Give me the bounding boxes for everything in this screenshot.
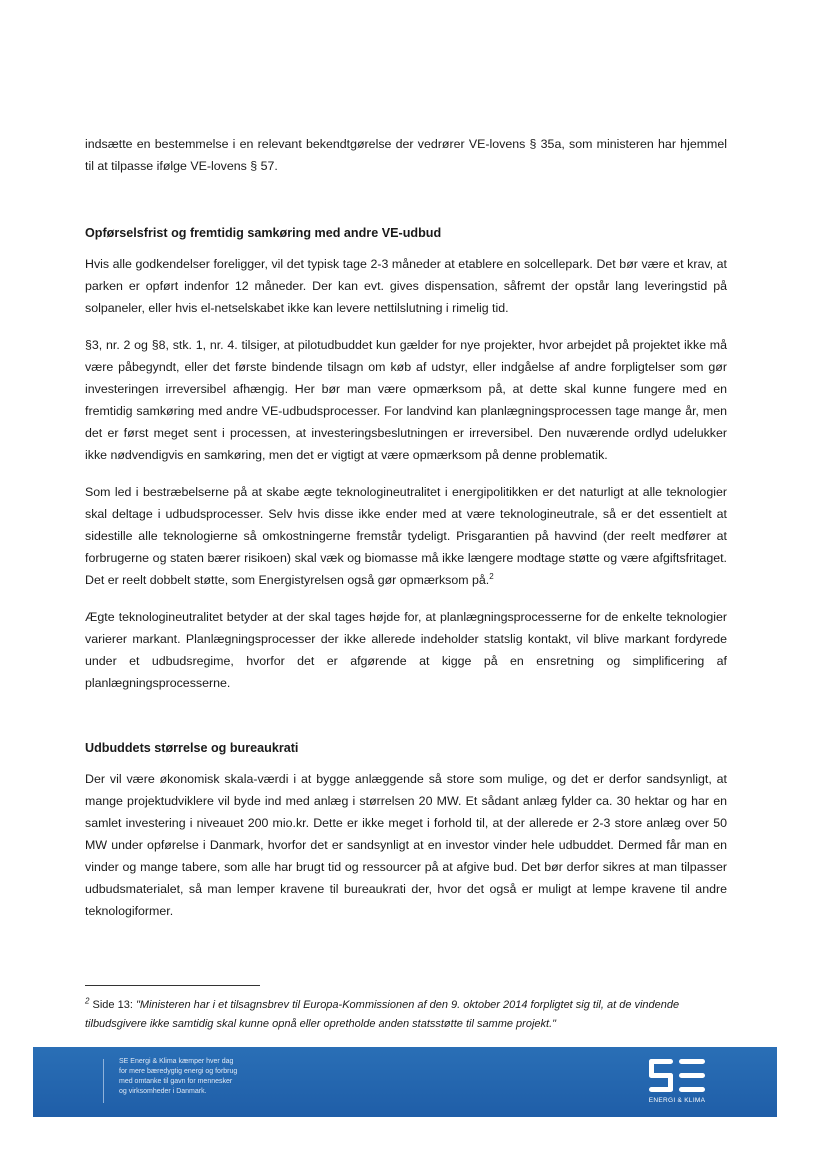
- paragraph: Hvis alle godkendelser foreligger, vil det typisk tage 2-3 måneder at etablere en solcellepark. Det bør være et krav, at parken er opført indenfor 12 måneder. Der kan evt. gives dispensation, såfremt der opstår lang leveringstid på solpaneler, eller hvis el-netselskabet ikke kan levere nettilslutning i rimelig tid.: [85, 257, 727, 315]
- paragraph-with-footnote: [85, 481, 727, 591]
- paragraph: Der vil være økonomisk skala-værdi i at bygge anlæggende så store som mulige, og det er derfor sandsynligt, at mange projektudviklere vil byde ind med anlæg i størrelsen 20 MW. Et sådant anlæg fylder ca. 30 hektar og har en samlet investering i niveauet 200 mio.kr. Dette er ikke meget i forhold til, at der allerede er 2-3 store anlæg over 50 MW under opførelse i Danmark, hvorfor det er sandsynligt at en investor vinder hele udbuddet. Dermed får man en vinder og mange tabere, som alle har brugt tid og ressourcer på at afgive bud. Det bør derfor sikres at man tilpasser udbudsmaterialet, så man lemper kravene til bureaukrati der, hvor det også er muligt at lempe kravene til andre teknologiformer.: [85, 772, 727, 918]
- tagline-line: og virksomheder i Danmark.: [119, 1088, 207, 1095]
- footnote-reference[interactable]: 2: [489, 571, 494, 581]
- section-heading-opfoerselsfrist: Opførselsfrist og fremtidig samkøring med andre VE-udbud: [85, 226, 442, 240]
- section-heading-udbuddets-stoerrelse: Udbuddets størrelse og bureaukrati: [85, 741, 299, 755]
- footnote-lead: Side 13:: [89, 999, 136, 1011]
- footer-divider: [103, 1059, 104, 1103]
- se-logo-icon: [647, 1057, 707, 1095]
- footnote-marker: 2: [85, 996, 90, 1006]
- footnote-divider: [85, 985, 260, 986]
- organization-name: ENERGI & KLIMA: [648, 1097, 706, 1104]
- se-logo: [641, 1053, 713, 1111]
- tagline-line: med omtanke til gavn for mennesker: [119, 1078, 233, 1085]
- body-text: [85, 133, 727, 937]
- paragraph-text: Som led i bestræbelserne på at skabe ægte teknologineutralitet i energipolitikken er det naturligt at alle teknologier skal deltage i udbudsprocesser. Selv hvis disse ikke ender med at være teknologineutrale, så er det essentielt at sidestille alle teknologierne så omkostningerne fremstår tydeligt. Prisgarantien på havvind (der reelt medfører at forbrugerne og staten bærer risikoen) skal væk og biomasse må ikke længere modtage støtte og være afgiftsfritaget. Det er reelt dobbelt støtte, som Energistyrelsen også gør opmærksom på.: [85, 485, 727, 587]
- paragraph: Ægte teknologineutralitet betyder at der skal tages højde for, at planlægningsprocesserne for de enkelte teknologier varierer markant. Planlægningsprocesser der ikke allerede indeholder statslig kontakt, vil blive markant fordyrede under et udbudsregime, hvorfor det er afgørende at kigge på en ensretning og simplificering af planlægningsprocesserne.: [85, 610, 727, 690]
- footer-band: [33, 1047, 777, 1117]
- paragraph: §3, nr. 2 og §8, stk. 1, nr. 4. tilsiger, at pilotudbuddet kun gælder for nye projekter, hvor arbejdet på projektet ikke må være påbegyndt, eller det første bindende tilsagn om køb af udstyr, eller indgåelse af andre forpligtelser som gør investeringen irreversibel afhængig. Her bør man være opmærksom på, at dette skal kunne fungere med en fremtidig samkøring med andre VE-udbudsprocesser. For landvind kan planlægningsprocessen tage mange år, men det er først meget sent i processen, at investeringsbeslutningen er irreversibel. Den nuværende ordlyd udelukker ikke nødvendigvis en samkøring, men det er vigtigt at være opmærksom på denne problematik.: [85, 338, 727, 462]
- footnote-text: "Ministeren har i et tilsagnsbrev til Europa-Kommissionen af den 9. oktober 2014 forpligtet sig til, at de vindende tilbudsgivere ikke samtidig skal kunne opnå eller opretholde anden statsstøtte til samme projekt.": [85, 999, 680, 1030]
- tagline-line: for mere bæredygtig energi og forbrug: [119, 1068, 238, 1075]
- footer-tagline: [119, 1057, 309, 1097]
- paragraph-intro: indsætte en bestemmelse i en relevant bekendtgørelse der vedrører VE-lovens § 35a, som ministeren har hjemmel til at tilpasse ifølge VE-lovens § 57.: [85, 137, 727, 173]
- footnote: [85, 996, 727, 1034]
- tagline-line: SE Energi & Klima kæmper hver dag: [119, 1058, 234, 1065]
